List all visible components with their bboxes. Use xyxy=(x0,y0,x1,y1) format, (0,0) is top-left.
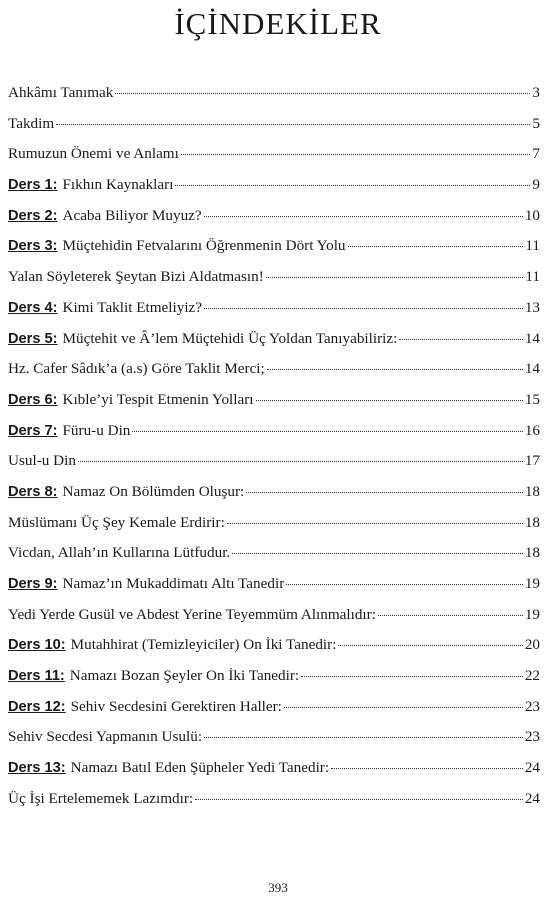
toc-entry xyxy=(8,728,540,759)
entry-page-number: 18 xyxy=(524,513,540,531)
dot-leader xyxy=(181,154,531,155)
lesson-label: Ders 3: xyxy=(8,238,58,255)
dot-leader xyxy=(204,737,523,738)
lesson-label: Ders 10: xyxy=(8,637,66,654)
toc-entry xyxy=(8,207,540,238)
lesson-label: Ders 5: xyxy=(8,330,58,347)
lesson-label: Ders 4: xyxy=(8,299,58,316)
toc-entry xyxy=(8,299,540,330)
lesson-label: Ders 13: xyxy=(8,760,66,777)
toc-entry xyxy=(8,544,540,575)
toc-entry xyxy=(8,330,540,361)
entry-title: Yalan Söyleterek Şeytan Bizi Aldatmasın! xyxy=(8,268,264,286)
entry-title: Kıble’yi Tespit Etmenin Yolları xyxy=(62,390,254,408)
entry-page-number: 23 xyxy=(524,728,540,746)
dot-leader xyxy=(378,615,523,616)
entry-title: Ahkâmı Tanımak xyxy=(8,84,114,101)
toc-entry xyxy=(8,667,540,698)
entry-page-number: 9 xyxy=(532,176,540,194)
page-number: 393 xyxy=(268,880,288,895)
entry-title: Fıkhın Kaynakları xyxy=(62,176,174,194)
dot-leader xyxy=(56,124,530,125)
toc-entry xyxy=(8,606,540,637)
dot-leader xyxy=(195,799,523,800)
dot-leader xyxy=(266,277,524,278)
entry-page-number: 14 xyxy=(524,360,540,378)
toc-entry xyxy=(8,514,540,545)
dot-leader xyxy=(256,400,523,401)
toc-entry xyxy=(8,176,540,207)
entry-title: Usul-u Din xyxy=(8,452,76,470)
dot-leader xyxy=(227,523,523,524)
entry-title: Müçtehidin Fetvalarını Öğrenmenin Dört Yolu xyxy=(62,237,346,255)
entry-page-number: 11 xyxy=(525,237,540,255)
entry-title: Sehiv Secdesi Yapmanın Usulü: xyxy=(8,728,203,746)
toc-entry xyxy=(8,483,540,514)
dot-leader xyxy=(204,216,523,217)
toc-entry xyxy=(8,391,540,422)
lesson-label: Ders 2: xyxy=(8,207,58,224)
toc-entry xyxy=(8,452,540,483)
entry-page-number: 19 xyxy=(524,575,540,592)
entry-page-number: 23 xyxy=(524,697,540,715)
dot-leader xyxy=(331,768,523,769)
entry-title: Sehiv Secdesini Gerektiren Haller: xyxy=(70,697,282,715)
entry-title: Üç İşi Ertelememek Lazımdır: xyxy=(8,789,194,807)
entry-title: Namaz On Bölümden Oluşur: xyxy=(62,482,245,500)
toc-entry xyxy=(8,698,540,729)
entry-page-number: 11 xyxy=(525,268,540,286)
toc-entry xyxy=(8,575,540,606)
lesson-label: Ders 9: xyxy=(8,576,58,592)
toc-entry xyxy=(8,84,540,115)
entry-title: Müçtehit ve Â’lem Müçtehidi Üç Yoldan Tanıyabiliriz: xyxy=(62,329,398,347)
lesson-label: Ders 8: xyxy=(8,483,58,500)
entry-title: Yedi Yerde Gusül ve Abdest Yerine Teyemmüm Alınmalıdır: xyxy=(8,605,376,623)
lesson-label: Ders 11: xyxy=(8,668,65,685)
entry-title: Kimi Taklit Etmeliyiz? xyxy=(62,298,203,316)
entry-page-number: 24 xyxy=(524,759,540,777)
dot-leader xyxy=(399,339,523,340)
entry-page-number: 3 xyxy=(532,84,540,101)
entry-page-number: 15 xyxy=(524,390,540,408)
entry-page-number: 7 xyxy=(532,145,540,163)
lesson-label: Ders 6: xyxy=(8,391,58,408)
dot-leader xyxy=(286,584,523,585)
entry-title: Mutahhirat (Temizleyiciler) On İki Tanedir: xyxy=(70,636,337,654)
entry-title: Vicdan, Allah’ın Kullarına Lütfudur. xyxy=(8,544,231,562)
dot-leader xyxy=(267,369,523,370)
entry-page-number: 20 xyxy=(524,636,540,654)
entry-title: Acaba Biliyor Muyuz? xyxy=(62,206,202,224)
toc-entry xyxy=(8,145,540,176)
entry-page-number: 18 xyxy=(524,482,540,500)
entry-title: Namazı Bozan Şeyler On İki Tanedir: xyxy=(69,667,300,685)
entry-page-number: 13 xyxy=(524,298,540,316)
dot-leader xyxy=(232,553,523,554)
entry-title: Füru-u Din xyxy=(62,421,131,439)
toc-entry xyxy=(8,360,540,391)
lesson-label: Ders 1: xyxy=(8,177,58,194)
entry-title: Müslümanı Üç Şey Kemale Erdirir: xyxy=(8,513,225,531)
page-title: İÇİNDEKİLER xyxy=(174,6,382,41)
entry-title: Takdim xyxy=(8,114,55,132)
entry-title: Rumuzun Önemi ve Anlamı xyxy=(8,145,179,163)
entry-page-number: 10 xyxy=(524,206,540,224)
toc-entry xyxy=(8,115,540,146)
dot-leader xyxy=(175,185,530,186)
table-of-contents xyxy=(8,84,540,821)
entry-page-number: 18 xyxy=(524,544,540,562)
entry-title: Hz. Cafer Sâdık’a (a.s) Göre Taklit Merci; xyxy=(8,360,265,378)
toc-entry xyxy=(8,422,540,453)
dot-leader xyxy=(284,707,523,708)
dot-leader xyxy=(338,645,522,646)
entry-page-number: 19 xyxy=(524,605,540,623)
toc-entry xyxy=(8,759,540,790)
entry-page-number: 17 xyxy=(524,452,540,470)
entry-title: Namazı Batıl Eden Şüpheler Yedi Tanedir: xyxy=(70,759,330,777)
dot-leader xyxy=(78,461,523,462)
dot-leader xyxy=(246,492,523,493)
toc-entry xyxy=(8,268,540,299)
toc-entry xyxy=(8,237,540,268)
toc-entry xyxy=(8,790,540,821)
entry-page-number: 16 xyxy=(524,421,540,439)
lesson-label: Ders 7: xyxy=(8,422,58,439)
toc-entry xyxy=(8,636,540,667)
entry-page-number: 22 xyxy=(524,667,540,685)
lesson-label: Ders 12: xyxy=(8,698,66,715)
entry-page-number: 14 xyxy=(524,329,540,347)
dot-leader xyxy=(204,308,523,309)
dot-leader xyxy=(301,676,523,677)
dot-leader xyxy=(132,431,522,432)
entry-title: Namaz’ın Mukaddimatı Altı Tanedir xyxy=(62,575,285,592)
dot-leader xyxy=(115,93,530,94)
entry-page-number: 24 xyxy=(524,789,540,807)
dot-leader xyxy=(348,246,524,247)
entry-page-number: 5 xyxy=(532,114,540,132)
